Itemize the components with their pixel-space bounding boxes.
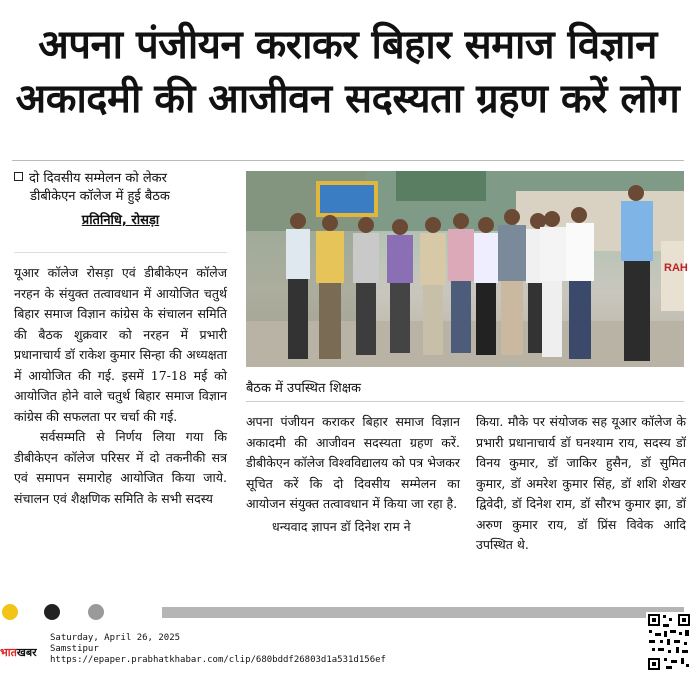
logo-part-2: खबर xyxy=(16,646,37,659)
byline: प्रतिनिधि, रोसड़ा xyxy=(81,213,160,228)
paragraph: अपना पंजीयन कराकर बिहार समाज विज्ञान अकादमी की आजीवन सदस्यता ग्रहण करें. डीबीकेएन कॉलेज विश्वविद्यालय को पत्र भेजकर सूचित करें कि दो दिवसीय सम्मेलन का आयोजन संयुक्त तत्वावधान में किया जा रहा है. xyxy=(246,414,460,511)
caption-rule xyxy=(246,401,684,402)
column-c xyxy=(476,412,686,556)
bullet-square-icon xyxy=(14,172,23,181)
paragraph: यूआर कॉलेज रोसड़ा एवं डीबीकेएन कॉलेज नरहन के संयुक्त तत्वावधान में आयोजित चतुर्थ बिहार समाज विज्ञान कांग्रेस के संचालन समिति की बैठक शुक्रवार को नरहन में प्रभारी प्रधानाचार्य डॉ राकेश कुमार सिन्हा की अध्यक्षता में आयोजित की गई. इसमें 17-18 मई को आयोजित होने वाले चतुर्थ बिहार समाज विज्ञान कांग्रेस की सफलता पर चर्चा की गई. xyxy=(14,265,227,424)
column-c-body xyxy=(476,412,686,556)
headline-line-1: अपना पंजीयन कराकर बिहार समाज विज्ञान xyxy=(38,22,657,68)
headline-line-2: अकादमी की आजीवन सदस्यता ग्रहण करें लोग xyxy=(15,76,680,122)
paragraph: धन्यवाद ज्ञापन डॉ दिनेश राम ने xyxy=(272,518,411,534)
photo-caption: बैठक में उपस्थित शिक्षक xyxy=(246,381,362,396)
qr-code-icon[interactable] xyxy=(646,612,692,672)
column-b-body xyxy=(246,412,460,537)
column-a-divider xyxy=(14,252,227,253)
clip-date: Saturday, April 26, 2025 xyxy=(50,633,181,643)
photo-illustration xyxy=(246,171,688,367)
subhead-line-2: डीबीकेएन कॉलेज में हुई बैठक xyxy=(30,189,170,204)
column-a xyxy=(14,170,227,506)
subhead xyxy=(14,170,227,206)
banner-text: RAH xyxy=(664,262,688,274)
clip-metadata xyxy=(50,633,386,666)
subhead-line-1: दो दिवसीय सम्मेलन को लेकर xyxy=(29,171,167,186)
headline xyxy=(0,18,695,126)
gray-dot xyxy=(88,604,104,620)
column-b xyxy=(246,412,460,537)
column-a-body xyxy=(14,263,227,509)
footer-bar xyxy=(162,607,684,618)
clip-url[interactable]: https://epaper.prabhatkhabar.com/clip/680bddf26803d1a531d156ef xyxy=(50,655,386,665)
clip-edition: Samstipur xyxy=(50,644,99,654)
yellow-dot xyxy=(2,604,18,620)
paragraph: सर्वसम्मति से निर्णय लिया गया कि डीबीकेएन कॉलेज परिसर में दो तकनीकी सत्र एवं समापन समारोह आयोजित किया जाये. संचालन एवं शैक्षणिक समिति के सभी सदस्य xyxy=(14,429,227,506)
prabhat-khabar-logo xyxy=(0,645,37,660)
headline-rule xyxy=(12,160,684,161)
black-dot xyxy=(44,604,60,620)
news-photo xyxy=(246,171,688,367)
logo-part-1: भात xyxy=(0,646,17,659)
paragraph: किया. मौके पर संयोजक सह यूआर कॉलेज के प्रभारी प्रधानाचार्य डॉ घनश्याम राय, सदस्य डॉ विनय कुमार, डॉ जाकिर हुसैन, डॉ सुमित कुमार, डॉ अमरेश कुमार सिंह, डॉ शशि शेखर द्विवेदी, डॉ दिनेश राम, डॉ सौरभ कुमार झा, डॉ अरुण कुमार राय, डॉ प्रिंस विवेक आदि उपस्थित थे. xyxy=(476,414,686,552)
